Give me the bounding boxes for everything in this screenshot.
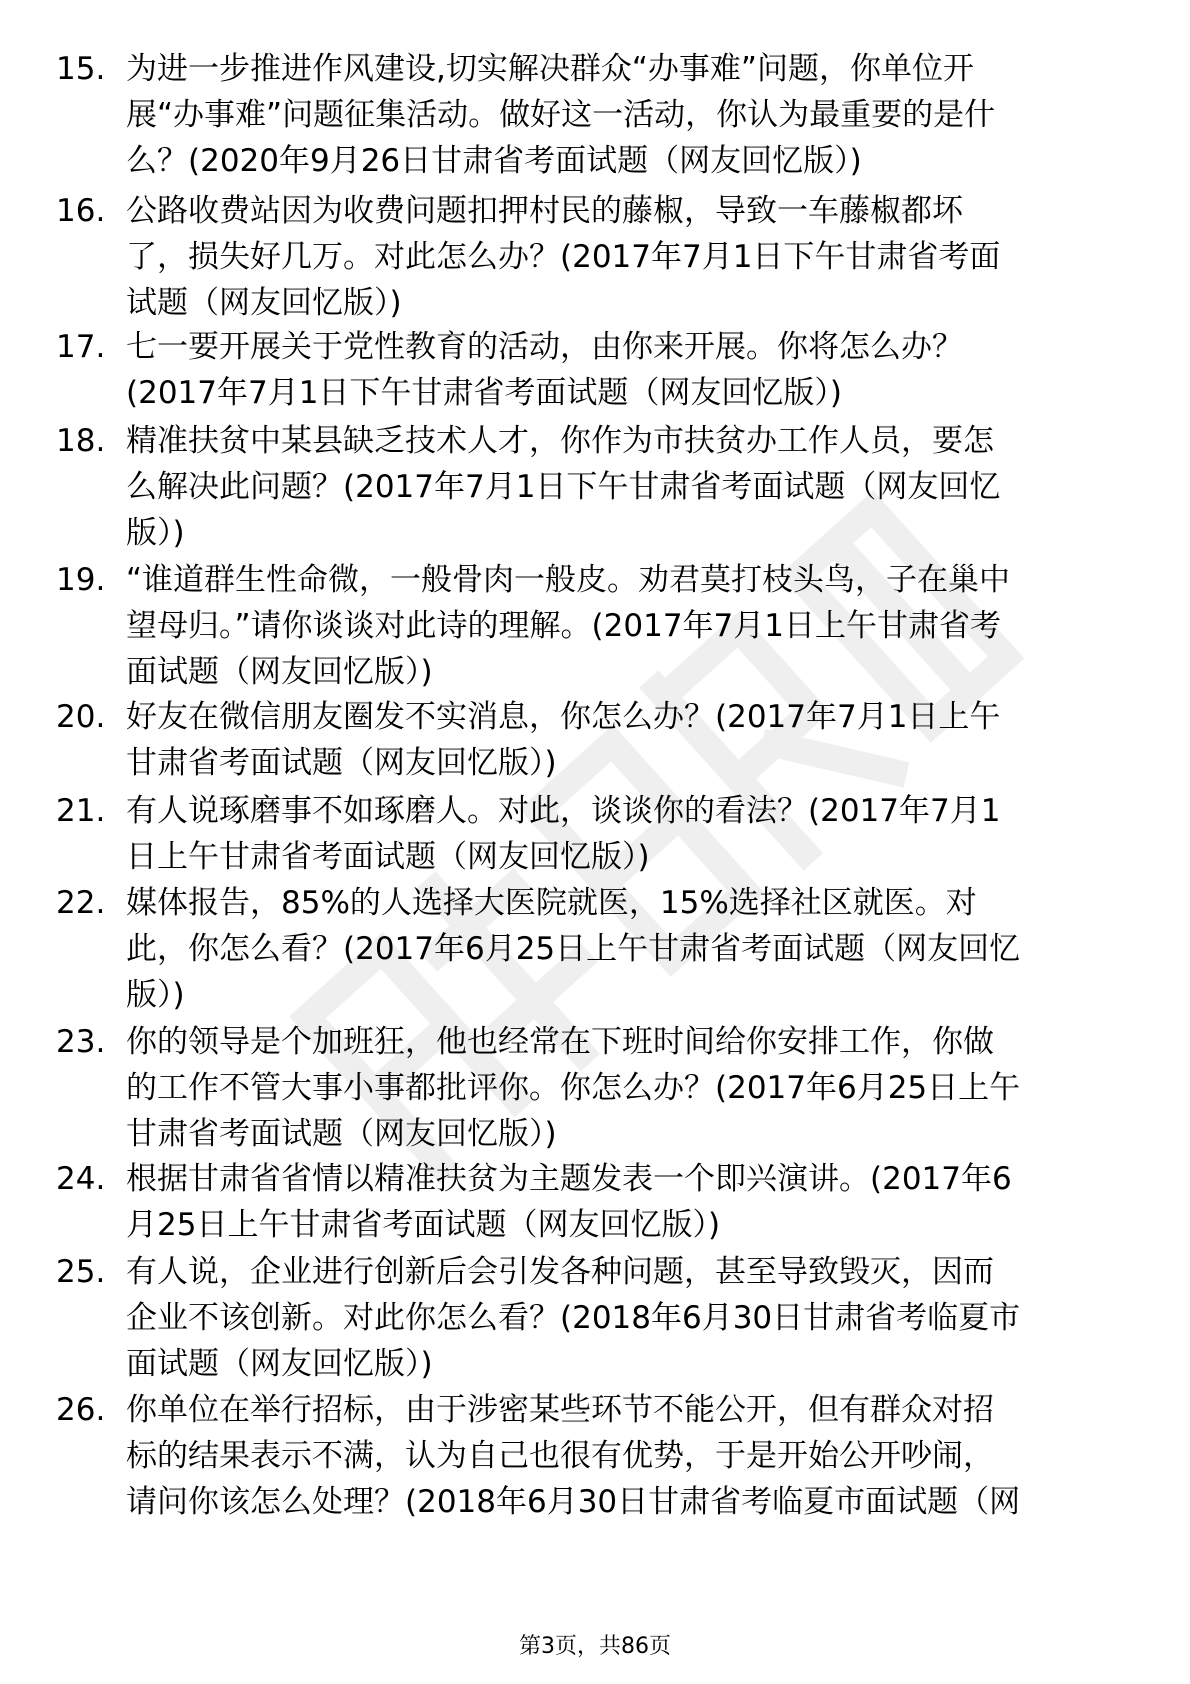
question-line: 么解决此问题？(2017年7月1日下午甘肃省考面试题（网友回忆 bbox=[126, 469, 1001, 505]
question-number: 15. bbox=[56, 51, 106, 87]
question-line: 甘肃省考面试题（网友回忆版）) bbox=[126, 745, 557, 781]
question-number: 25. bbox=[56, 1254, 106, 1290]
question-line: “谁道群生性命微，一般骨肉一般皮。劝君莫打枝头鸟，子在巢中 bbox=[126, 562, 1011, 598]
question-line: 公路收费站因为收费问题扣押村民的藤椒，导致一车藤椒都坏 bbox=[126, 193, 963, 229]
question-line: 了，损失好几万。对此怎么办？(2017年7月1日下午甘肃省考面 bbox=[126, 239, 1001, 275]
question-line: 标的结果表示不满，认为自己也很有优势，于是开始公开吵闹， bbox=[126, 1438, 994, 1474]
question-text bbox=[126, 46, 1132, 184]
question-text bbox=[126, 694, 1132, 786]
question-number: 16. bbox=[56, 193, 106, 229]
question-line: 试题（网友回忆版）) bbox=[126, 285, 402, 321]
question-line: 有人说琢磨事不如琢磨人。对此，谈谈你的看法？(2017年7月1 bbox=[126, 793, 1001, 829]
page-number-footer: 第3页，共86页 bbox=[519, 1634, 671, 1659]
question-line: 面试题（网友回忆版）) bbox=[126, 1346, 433, 1382]
question-number: 24. bbox=[56, 1161, 106, 1197]
question-line: 版）) bbox=[126, 515, 185, 551]
question-line: 你单位在举行招标，由于涉密某些环节不能公开，但有群众对招 bbox=[126, 1392, 994, 1428]
question-text bbox=[126, 1387, 1132, 1525]
question-line: 好友在微信朋友圈发不实消息，你怎么办？(2017年7月1日上午 bbox=[126, 699, 1001, 735]
question-line: 版）) bbox=[126, 977, 185, 1013]
question-line: 媒体报告，85%的人选择大医院就医，15%选择社区就医。对 bbox=[126, 885, 977, 921]
question-line: 有人说，企业进行创新后会引发各种问题，甚至导致毁灭，因而 bbox=[126, 1254, 994, 1290]
question-number: 22. bbox=[56, 885, 106, 921]
question-line: (2017年7月1日下午甘肃省考面试题（网友回忆版）) bbox=[126, 375, 843, 411]
question-number: 17. bbox=[56, 329, 106, 365]
question-line: 此，你怎么看？(2017年6月25日上午甘肃省考面试题（网友回忆 bbox=[126, 931, 1021, 967]
question-line: 请问你该怎么处理？(2018年6月30日甘肃省考临夏市面试题（网 bbox=[126, 1484, 1021, 1520]
question-number: 18. bbox=[56, 423, 106, 459]
question-text bbox=[126, 1249, 1132, 1387]
question-number: 19. bbox=[56, 562, 106, 598]
question-number: 23. bbox=[56, 1024, 106, 1060]
question-line: 望母归。”请你谈谈对此诗的理解。(2017年7月1日上午甘肃省考 bbox=[126, 608, 1001, 644]
question-number: 26. bbox=[56, 1392, 106, 1428]
question-text bbox=[126, 418, 1132, 556]
question-text bbox=[126, 557, 1132, 695]
question-number: 21. bbox=[56, 793, 106, 829]
question-line: 你的领导是个加班狂，他也经常在下班时间给你安排工作，你做 bbox=[126, 1024, 994, 1060]
question-text bbox=[126, 788, 1132, 880]
question-line: 面试题（网友回忆版）) bbox=[126, 654, 433, 690]
question-line: 为进一步推进作风建设,切实解决群众“办事难”问题，你单位开 bbox=[126, 51, 974, 87]
question-line: 么？(2020年9月26日甘肃省考面试题（网友回忆版）) bbox=[126, 143, 862, 179]
question-line: 日上午甘肃省考面试题（网友回忆版）) bbox=[126, 839, 650, 875]
question-line: 企业不该创新。对此你怎么看？(2018年6月30日甘肃省考临夏市 bbox=[126, 1300, 1021, 1336]
question-text bbox=[126, 1019, 1132, 1157]
question-text bbox=[126, 1156, 1132, 1248]
question-number: 20. bbox=[56, 699, 106, 735]
question-line: 月25日上午甘肃省考面试题（网友回忆版）) bbox=[126, 1207, 721, 1243]
question-text bbox=[126, 188, 1132, 326]
question-line: 七一要开展关于党性教育的活动，由你来开展。你将怎么办？ bbox=[126, 329, 963, 365]
question-line: 精准扶贫中某县缺乏技术人才，你作为市扶贫办工作人员，要怎 bbox=[126, 423, 994, 459]
question-line: 展“办事难”问题征集活动。做好这一活动，你认为最重要的是什 bbox=[126, 97, 996, 133]
question-line: 的工作不管大事小事都批评你。你怎么办？(2017年6月25日上午 bbox=[126, 1070, 1021, 1106]
question-line: 根据甘肃省省情以精准扶贫为主题发表一个即兴演讲。(2017年6 bbox=[126, 1161, 1012, 1197]
question-text bbox=[126, 880, 1132, 1018]
question-text bbox=[126, 324, 1132, 416]
question-line: 甘肃省考面试题（网友回忆版）) bbox=[126, 1116, 557, 1152]
